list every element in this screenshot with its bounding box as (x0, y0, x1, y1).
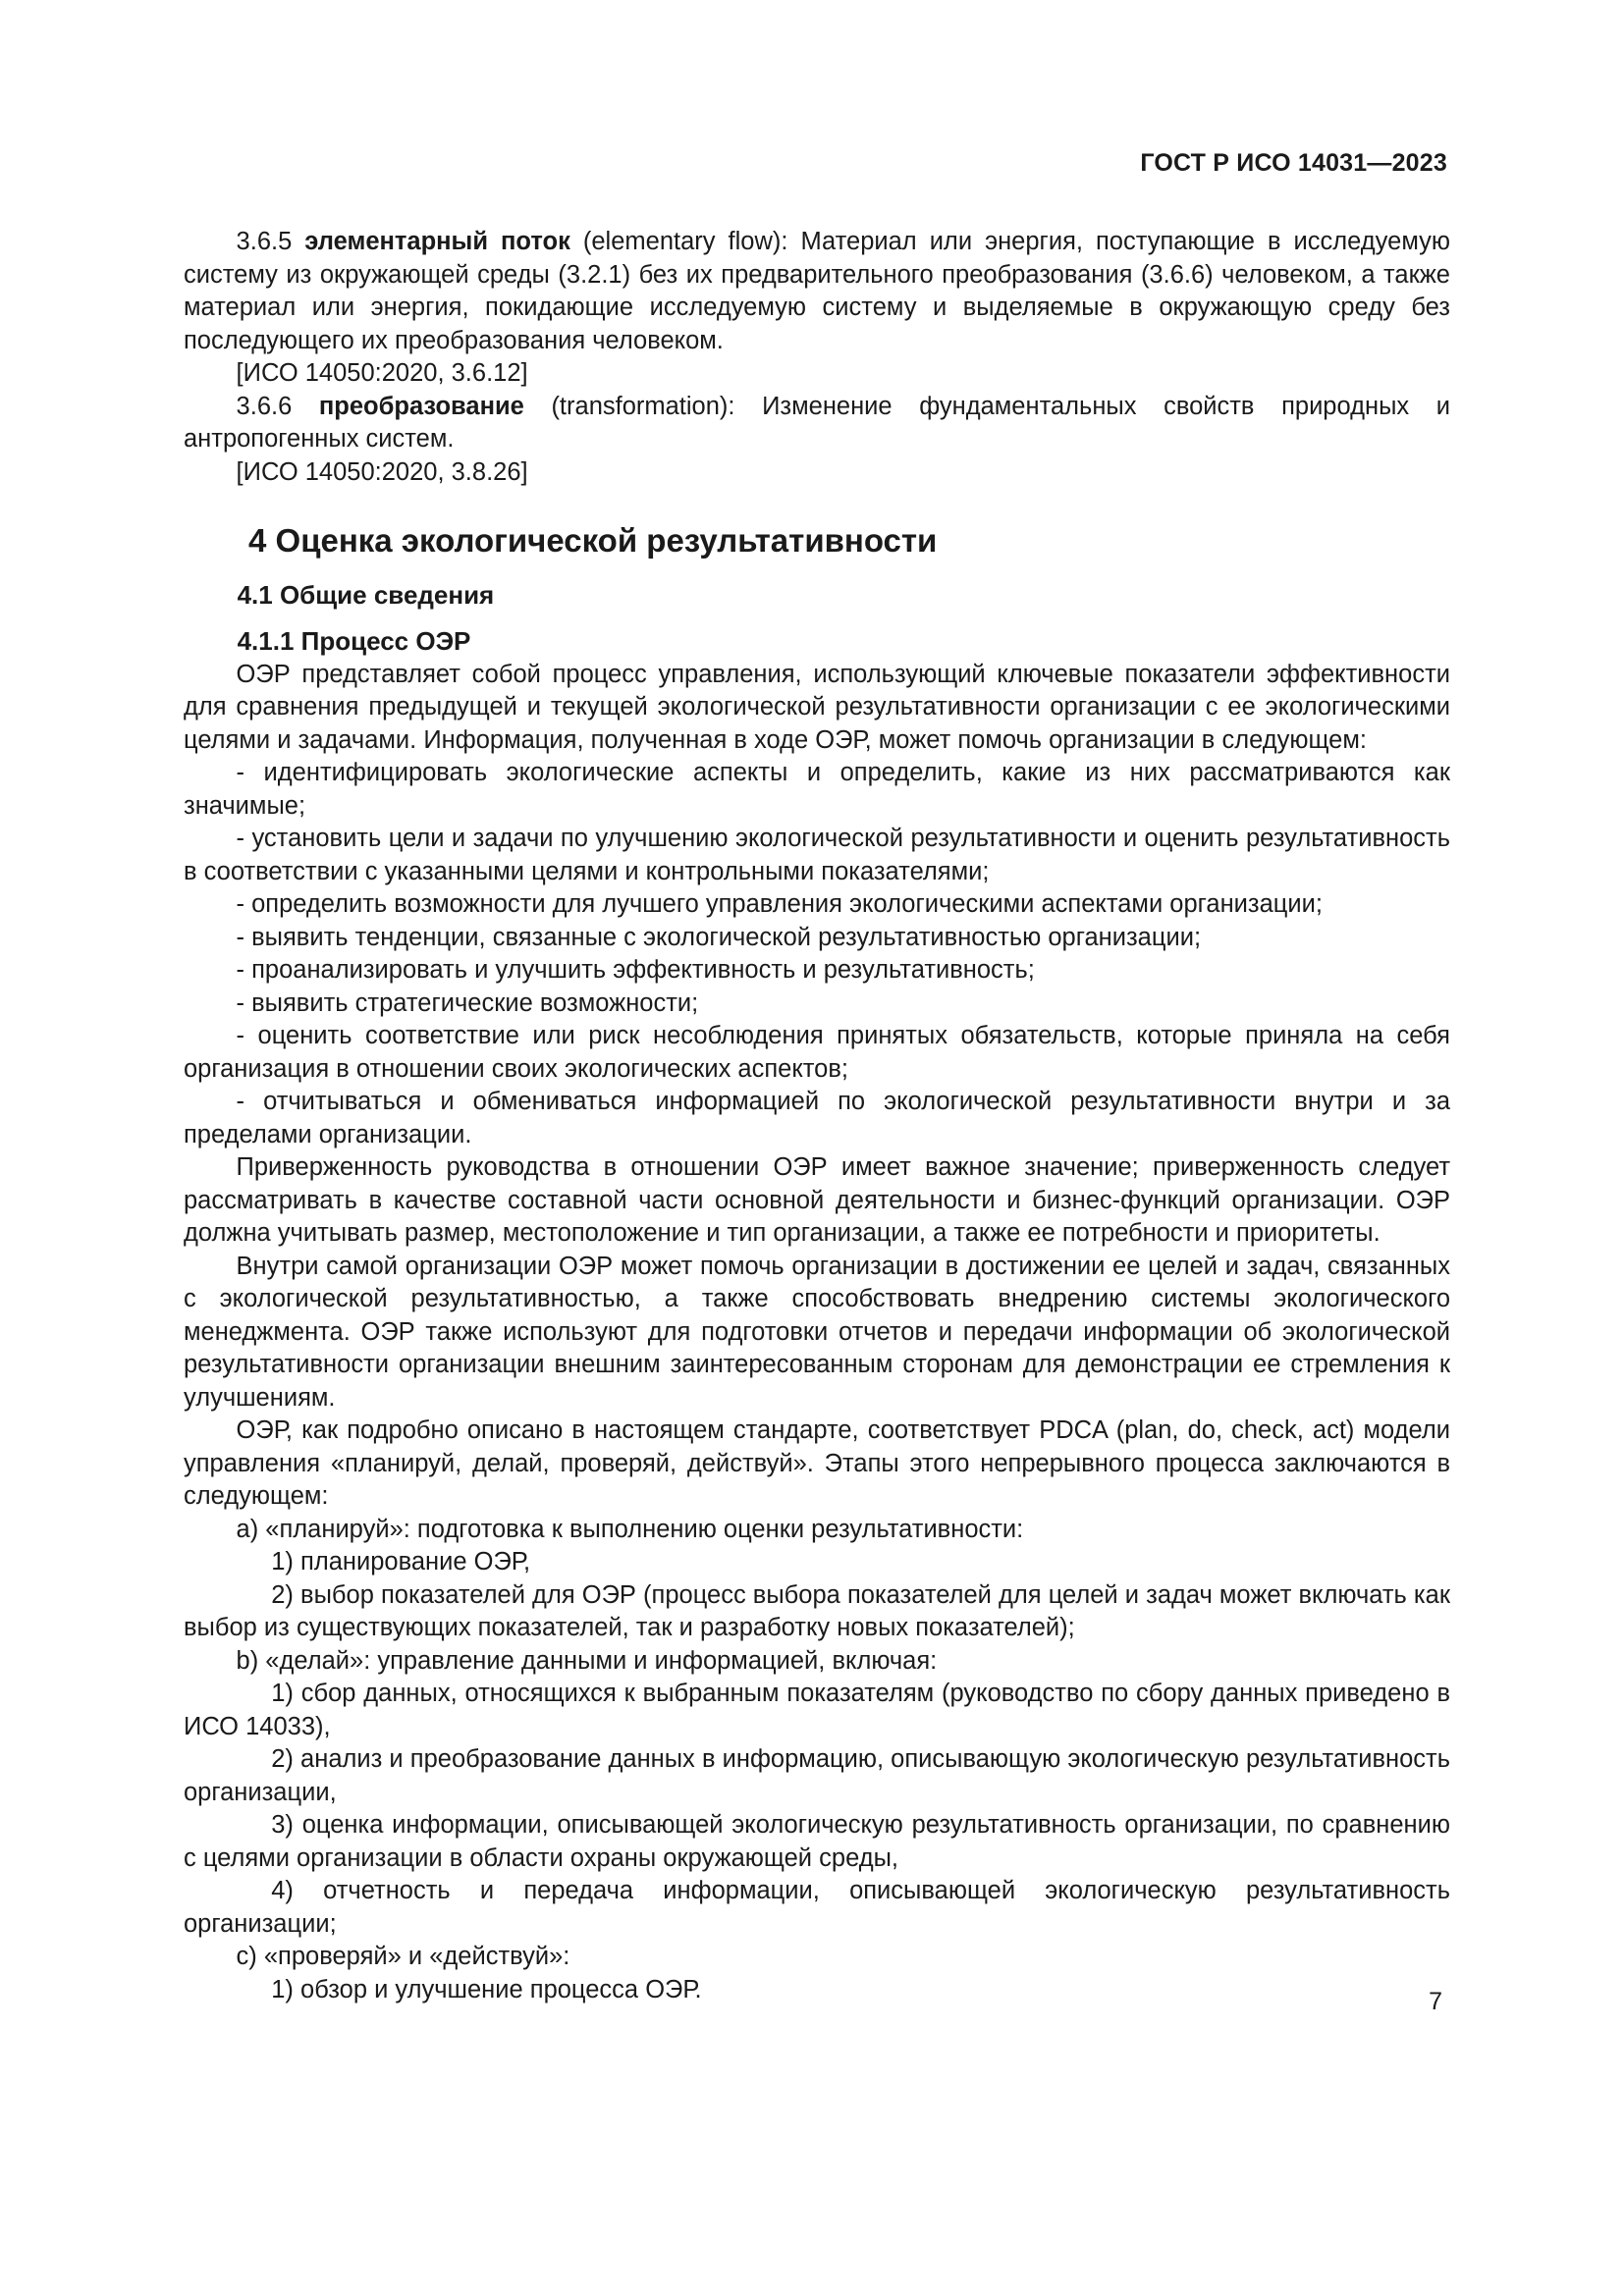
definition-3-6-6 (184, 391, 1450, 456)
bullet-item: - выявить стратегические возможности; (236, 988, 699, 1017)
page-number: 7 (1429, 1988, 1442, 2015)
definition-reference: [ИСО 14050:2020, 3.8.26] (236, 457, 528, 486)
bullet-item: - определить возможности для лучшего управления экологическими аспектами организации; (236, 890, 1323, 918)
paragraph: ОЭР, как подробно описано в настоящем стандарте, соответствует PDCA (plan, do, check, act) модели управления «планируй, делай, проверяй, действуй». Этапы этого непрерывного процесса заключаются в следующем: (184, 1416, 1450, 1510)
definition-number: 3.6.6 (236, 392, 293, 420)
list-item: c) «проверяй» и «действуй»: (236, 1943, 570, 1970)
bullet-item: - идентифицировать экологические аспекты и определить, какие из них рассматриваются как значимые; (184, 759, 1450, 820)
list-item: a) «планируй»: подготовка к выполнению оценки результативности: (236, 1515, 1024, 1543)
definition-term: преобразование (318, 392, 524, 420)
list-subitem: 2) выбор показателей для ОЭР (процесс выбора показателей для целей и задач может включать как выбор из существующих показателей, так и разработку новых показателей); (184, 1580, 1450, 1641)
list-item: b) «делай»: управление данными и информацией, включая: (236, 1646, 938, 1675)
bullet-item: - отчитываться и обмениваться информацией по экологической результативности внутри и за пределами организации. (184, 1088, 1450, 1148)
definition-number: 3.6.5 (236, 228, 293, 255)
paragraph: ОЭР представляет собой процесс управления, использующий ключевые показатели эффективности для сравнения предыдущей и текущей экологической результативности организации с ее экологическими целями и задачами. Информация, полученная в ходе ОЭР, может помочь организации в следующем: (184, 660, 1450, 754)
bullet-item: - установить цели и задачи по улучшению экологической результативности и оценить результативность в соответствии с указанными целями и контрольными показателями; (184, 825, 1450, 885)
bullet-item: - выявить тенденции, связанные с экологической результативностью организации; (236, 923, 1202, 951)
paragraph: Приверженность руководства в отношении ОЭР имеет важное значение; приверженность следует рассматривать в качестве составной части основной деятельности и бизнес-функций организации. ОЭР должна учитывать размер, местоположение и тип организации, а также ее потребности и приоритеты. (184, 1153, 1450, 1247)
list-subitem: 1) обзор и улучшение процесса ОЭР. (271, 1975, 702, 2003)
definition-reference: [ИСО 14050:2020, 3.6.12] (236, 359, 528, 387)
subsubsection-heading: 4.1.1 Процесс ОЭР (237, 626, 471, 656)
bullet-item: - оценить соответствие или риск несоблюдения принятых обязательств, которые приняла на себя организация в отношении своих экологических аспектов; (184, 1022, 1450, 1083)
paragraph: Внутри самой организации ОЭР может помочь организации в достижении ее целей и задач, связанных с экологической результативностью, а также способствовать внедрению системы экологического менеджмента. ОЭР также используют для подготовки отчетов и передачи информации об экологической результативности организации внешним заинтересованным сторонам для демонстрации ее стремления к улучшениям. (184, 1252, 1450, 1412)
bullet-item: - проанализировать и улучшить эффективность и результативность; (236, 956, 1035, 984)
section-heading: 4 Оценка экологической результативности (248, 522, 938, 559)
definition-3-6-5 (184, 226, 1450, 357)
document-body (184, 226, 1450, 2006)
definition-text: (transformation): Изменение фундаментальных свойств природных и антропогенных систем. (184, 392, 1450, 453)
list-subitem: 3) оценка информации, описывающей экологическую результативность организации, по сравнению с целями организации в области охраны окружающей среды, (184, 1811, 1450, 1872)
list-subitem: 4) отчетность и передача информации, описывающей экологическую результативность организации; (184, 1877, 1450, 1938)
document-header: ГОСТ Р ИСО 14031—2023 (1140, 149, 1447, 177)
list-subitem: 1) планирование ОЭР, (271, 1548, 531, 1575)
list-subitem: 2) анализ и преобразование данных в информацию, описывающую экологическую результативность организации, (184, 1745, 1450, 1806)
definition-text: (elementary flow): Материал или энергия, поступающие в исследуемую систему из окружающей среды (3.2.1) без их предварительного преобразования (3.6.6) человеком, а также материал или энергия, покидающие исследуемую систему и выделяемые в окружающую среду без последующего их преобразования человеком. (184, 228, 1451, 354)
definition-term: элементарный поток (304, 228, 570, 255)
subsection-heading: 4.1 Общие сведения (237, 579, 495, 610)
list-subitem: 1) сбор данных, относящихся к выбранным показателям (руководство по сбору данных приведено в ИСО 14033), (184, 1680, 1450, 1740)
